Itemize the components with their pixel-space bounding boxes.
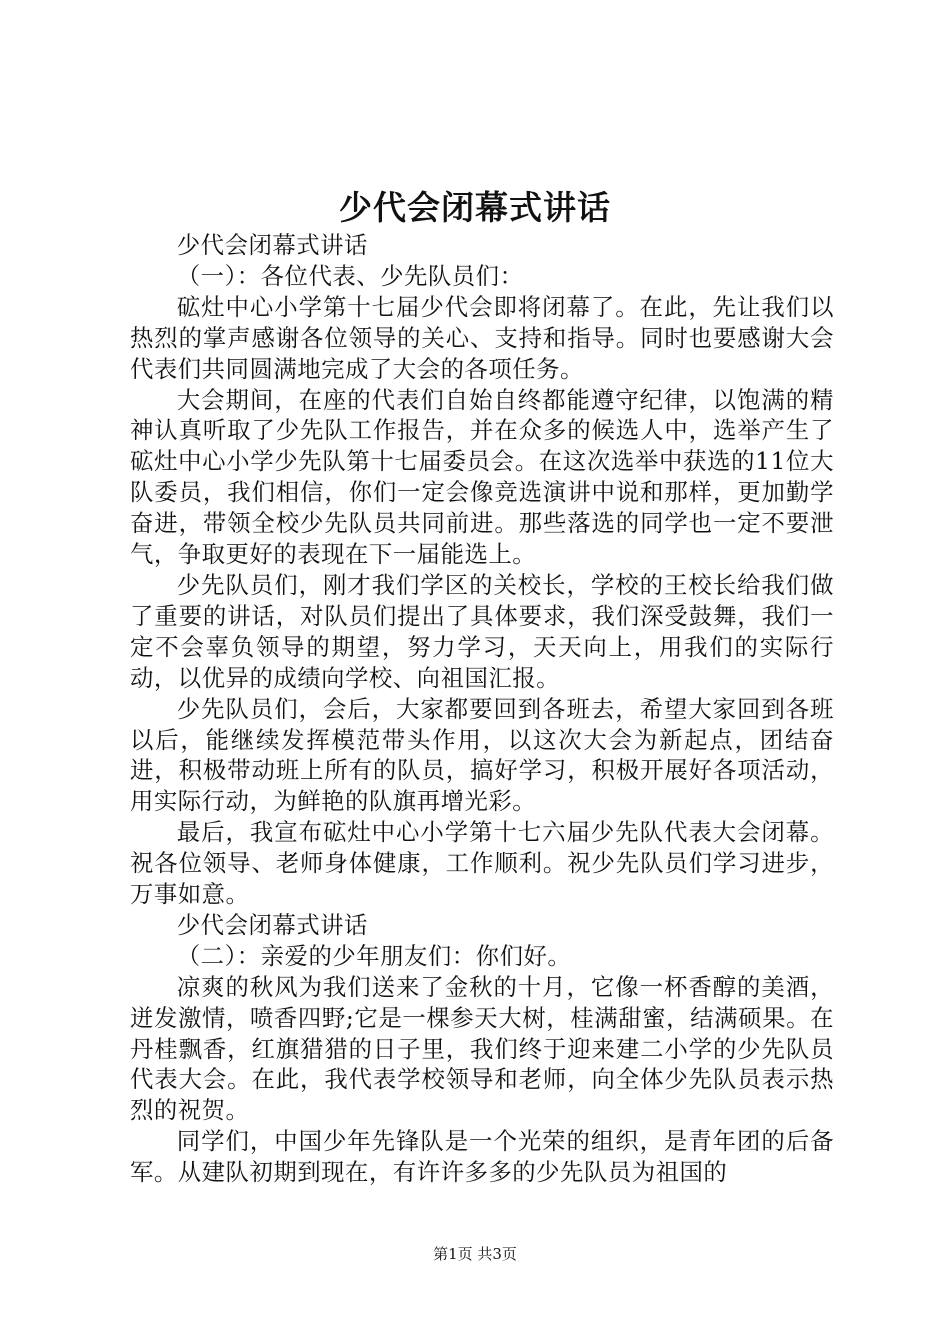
paragraph: 凉爽的秋风为我们送来了金秋的十月，它像一杯香醇的美酒，迸发激情，喷香四野;它是一棵参天大树，桂满甜蜜，结满硕果。在丹桂飘香，红旗猎猎的日子里，我们终于迎来建二小学的少先队员代表大会。在此，我代表学校领导和老师，向全体少先队员表示热烈的祝贺。 bbox=[130, 972, 834, 1125]
document-body bbox=[130, 230, 834, 1188]
paragraph-salutation-2: （二）：亲爱的少年朋友们：你们好。 bbox=[176, 941, 572, 970]
paragraph: 大会期间，在座的代表们自始自终都能遵守纪律，以饱满的精神认真听取了少先队工作报告，并在众多的候选人中，选举产生了砿灶中心小学少先队第十七届委员会。在这次选举中获选的11位大队委员，我们相信，你们一定会像竞选演讲中说和那样，更加勤学奋进，带领全校少先队员共同前进。那些落选的同学也一定不要泄气，争取更好的表现在下一届能选上。 bbox=[130, 385, 834, 569]
paragraph: 同学们，中国少年先锋队是一个光荣的组织，是青年团的后备军。从建队初期到现在，有许许多多的少先队员为祖国的 bbox=[130, 1127, 834, 1187]
paragraph: 少先队员们，刚才我们学区的关校长，学校的王校长给我们做了重要的讲话，对队员们提出了具体要求，我们深受鼓舞，我们一定不会辜负领导的期望，努力学习，天天向上，用我们的实际行动，以优异的成绩向学校、向祖国汇报。 bbox=[130, 570, 834, 692]
paragraph: 最后，我宣布砿灶中心小学第十七六届少先队代表大会闭幕。祝各位领导、老师身体健康，工作顺利。祝少先队员们学习进步，万事如意。 bbox=[130, 818, 834, 909]
paragraph-subtitle-1: 少代会闭幕式讲话 bbox=[176, 231, 368, 259]
document-title: 少代会闭幕式讲话 bbox=[339, 188, 611, 227]
paragraph-subtitle-2: 少代会闭幕式讲话 bbox=[176, 910, 368, 939]
page-number-footer: 第1页 共3页 bbox=[433, 1245, 517, 1263]
paragraph: 少先队员们，会后，大家都要回到各班去，希望大家回到各班以后，能继续发挥模范带头作用，以这次大会为新起点，团结奋进，积极带动班上所有的队员，搞好学习，积极开展好各项活动，用实际行动，为鲜艳的队旗再增光彩。 bbox=[130, 694, 834, 816]
paragraph: 砿灶中心小学第十七届少代会即将闭幕了。在此，先让我们以热烈的掌声感谢各位领导的关心、支持和指导。同时也要感谢大会代表们共同圆满地完成了大会的各项任务。 bbox=[130, 292, 834, 383]
paragraph-salutation-1: （一）：各位代表、少先队员们： bbox=[176, 261, 524, 290]
